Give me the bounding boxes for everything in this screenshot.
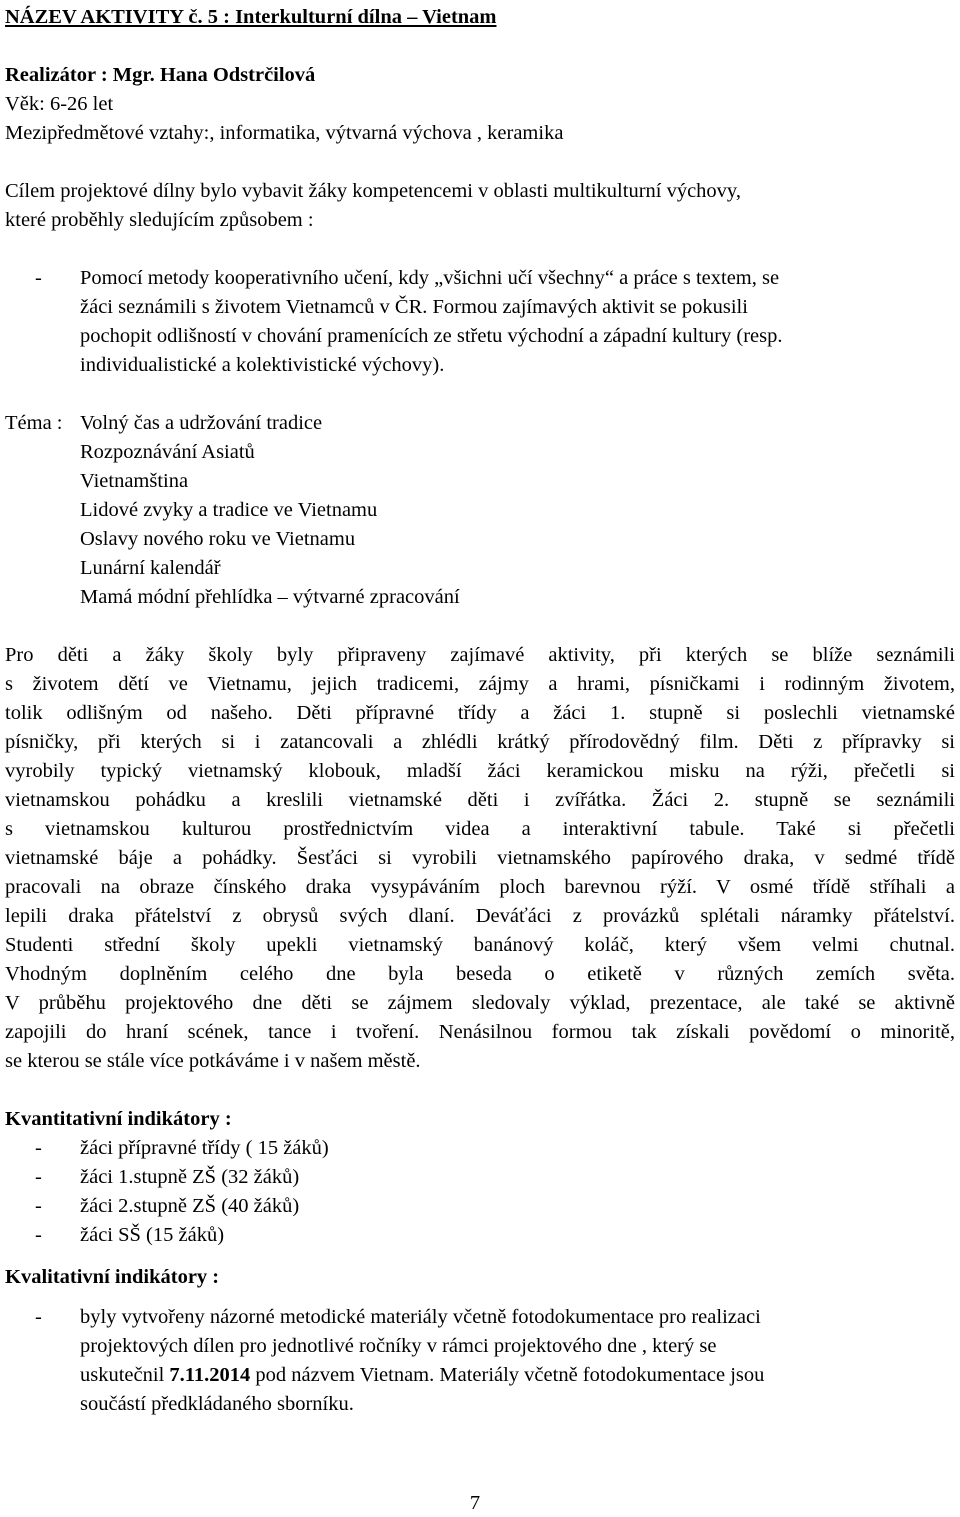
body-line: vyrobily typický vietnamský klobouk, mladší žáci keramickou misku na rýži, přečetli si xyxy=(5,760,955,782)
method-line-1: Pomocí metody kooperativního učení, kdy „všichni učí všechny“ a práce s textem, se xyxy=(80,267,780,289)
body-line: se kterou se stále více potkáváme i v našem městě. xyxy=(5,1050,421,1072)
body-line: s vietnamskou kulturou prostřednictvím videa a interaktivní tabule. Také si přečetli xyxy=(5,818,955,840)
body-line: pracovali na obraze čínského draka vysypáváním ploch barevnou rýží. V osmé třídě stříhali a xyxy=(5,876,955,898)
bullet-dash: - xyxy=(35,1166,42,1188)
body-line: lepili draka přátelství z obrysů svých dlaní. Deváťáci z provázků splétali náramky přátelství. xyxy=(5,905,955,927)
body-line: tolik odlišným od našeho. Děti přípravné třídy a žáci 1. stupně si poslechli vietnamské xyxy=(5,702,955,724)
tema-item: Vietnamština xyxy=(80,470,189,492)
bullet-dash: - xyxy=(35,1195,42,1217)
body-line: Studenti střední školy upekli vietnamský banánový koláč, který všem velmi chutnal. xyxy=(5,934,955,956)
intro-line-2: které proběhly sledujícím způsobem : xyxy=(5,209,314,231)
body-line: Vhodným doplněním celého dne byla beseda o etiketě v různých zemích světa. xyxy=(5,963,955,985)
qualitative-line-2: projektových dílen pro jednotlivé ročníky v rámci projektového dne , který se xyxy=(80,1335,717,1357)
tema-item: Rozpoznávání Asiatů xyxy=(80,441,255,463)
tema-item: Lidové zvyky a tradice ve Vietnamu xyxy=(80,499,378,521)
method-line-2: žáci seznámili s životem Vietnamců v ČR. Formou zajímavých aktivit se pokusili xyxy=(80,296,748,318)
quantitative-item: žáci 1.stupně ZŠ (32 žáků) xyxy=(80,1166,300,1188)
method-line-4: individualistické a kolektivistické výchovy). xyxy=(80,354,445,376)
tema-item: Oslavy nového roku ve Vietnamu xyxy=(80,528,356,550)
bullet-dash: - xyxy=(35,267,42,289)
quantitative-item: žáci SŠ (15 žáků) xyxy=(80,1224,225,1246)
activity-title: NÁZEV AKTIVITY č. 5 : Interkulturní dílna – Vietnam xyxy=(5,6,497,28)
body-line: s životem dětí ve Vietnamu, jejich tradicemi, zájmy a hrami, písničkami i rodinným životem, xyxy=(5,673,955,695)
bullet-dash: - xyxy=(35,1137,42,1159)
cross-curricular-line: Mezipředmětové vztahy:, informatika, výtvarná výchova , keramika xyxy=(5,122,564,144)
realizator-line xyxy=(5,64,315,87)
realizator-text: Realizátor : Mgr. Hana Odstrčilová xyxy=(5,64,316,86)
intro-line-1: Cílem projektové dílny bylo vybavit žáky kompetencemi v oblasti multikulturní výchovy, xyxy=(5,180,741,202)
bullet-dash: - xyxy=(35,1224,42,1246)
bullet-dash: - xyxy=(35,1306,42,1328)
body-line: vietnamské báje a pohádky. Šesťáci si vyrobili vietnamského papírového draka, v sedmé třídě xyxy=(5,847,955,869)
quantitative-heading: Kvantitativní indikátory : xyxy=(5,1108,232,1130)
tema-label: Téma : xyxy=(5,412,63,434)
event-date: 7.11.2014 xyxy=(169,1364,251,1386)
qualitative-line-3 xyxy=(80,1364,764,1387)
qualitative-heading: Kvalitativní indikátory : xyxy=(5,1266,220,1288)
body-line: písničky, při kterých si i zatancovali a zhlédli krátký přírodovědný film. Děti z přípravky si xyxy=(5,731,955,753)
method-line-3: pochopit odlišností v chování pramenících ze střetu východní a západní kultury (resp. xyxy=(80,325,783,347)
qualitative-line-3-start: uskutečnil xyxy=(80,1364,170,1386)
qualitative-line-1: byly vytvořeny názorné metodické materiály včetně fotodokumentace pro realizaci xyxy=(80,1306,761,1328)
qualitative-line-4: součástí předkládaného sborníku. xyxy=(80,1393,354,1415)
body-line: V průběhu projektového dne děti se zájmem sledovaly výklad, prezentace, ale také se aktivně xyxy=(5,992,955,1014)
quantitative-item: žáci 2.stupně ZŠ (40 žáků) xyxy=(80,1195,300,1217)
body-line: Pro děti a žáky školy byly připraveny zajímavé aktivity, při kterých se blíže seznámili xyxy=(5,644,955,666)
page-number: 7 xyxy=(469,1492,481,1514)
tema-item: Mamá módní přehlídka – výtvarné zpracování xyxy=(80,586,460,608)
quantitative-item: žáci přípravné třídy ( 15 žáků) xyxy=(80,1137,329,1159)
age-line: Věk: 6-26 let xyxy=(5,93,114,115)
tema-item: Lunární kalendář xyxy=(80,557,221,579)
body-line: vietnamskou pohádku a kreslili vietnamské děti i zvířátka. Žáci 2. stupně se seznámili xyxy=(5,789,955,811)
qualitative-line-3-end: pod názvem Vietnam. Materiály včetně fotodokumentace jsou xyxy=(250,1364,765,1386)
body-line: zapojili do hraní scének, tance i tvoření. Nenásilnou formou tak získali povědomí o minoritě, xyxy=(5,1021,955,1043)
tema-item: Volný čas a udržování tradice xyxy=(80,412,323,434)
